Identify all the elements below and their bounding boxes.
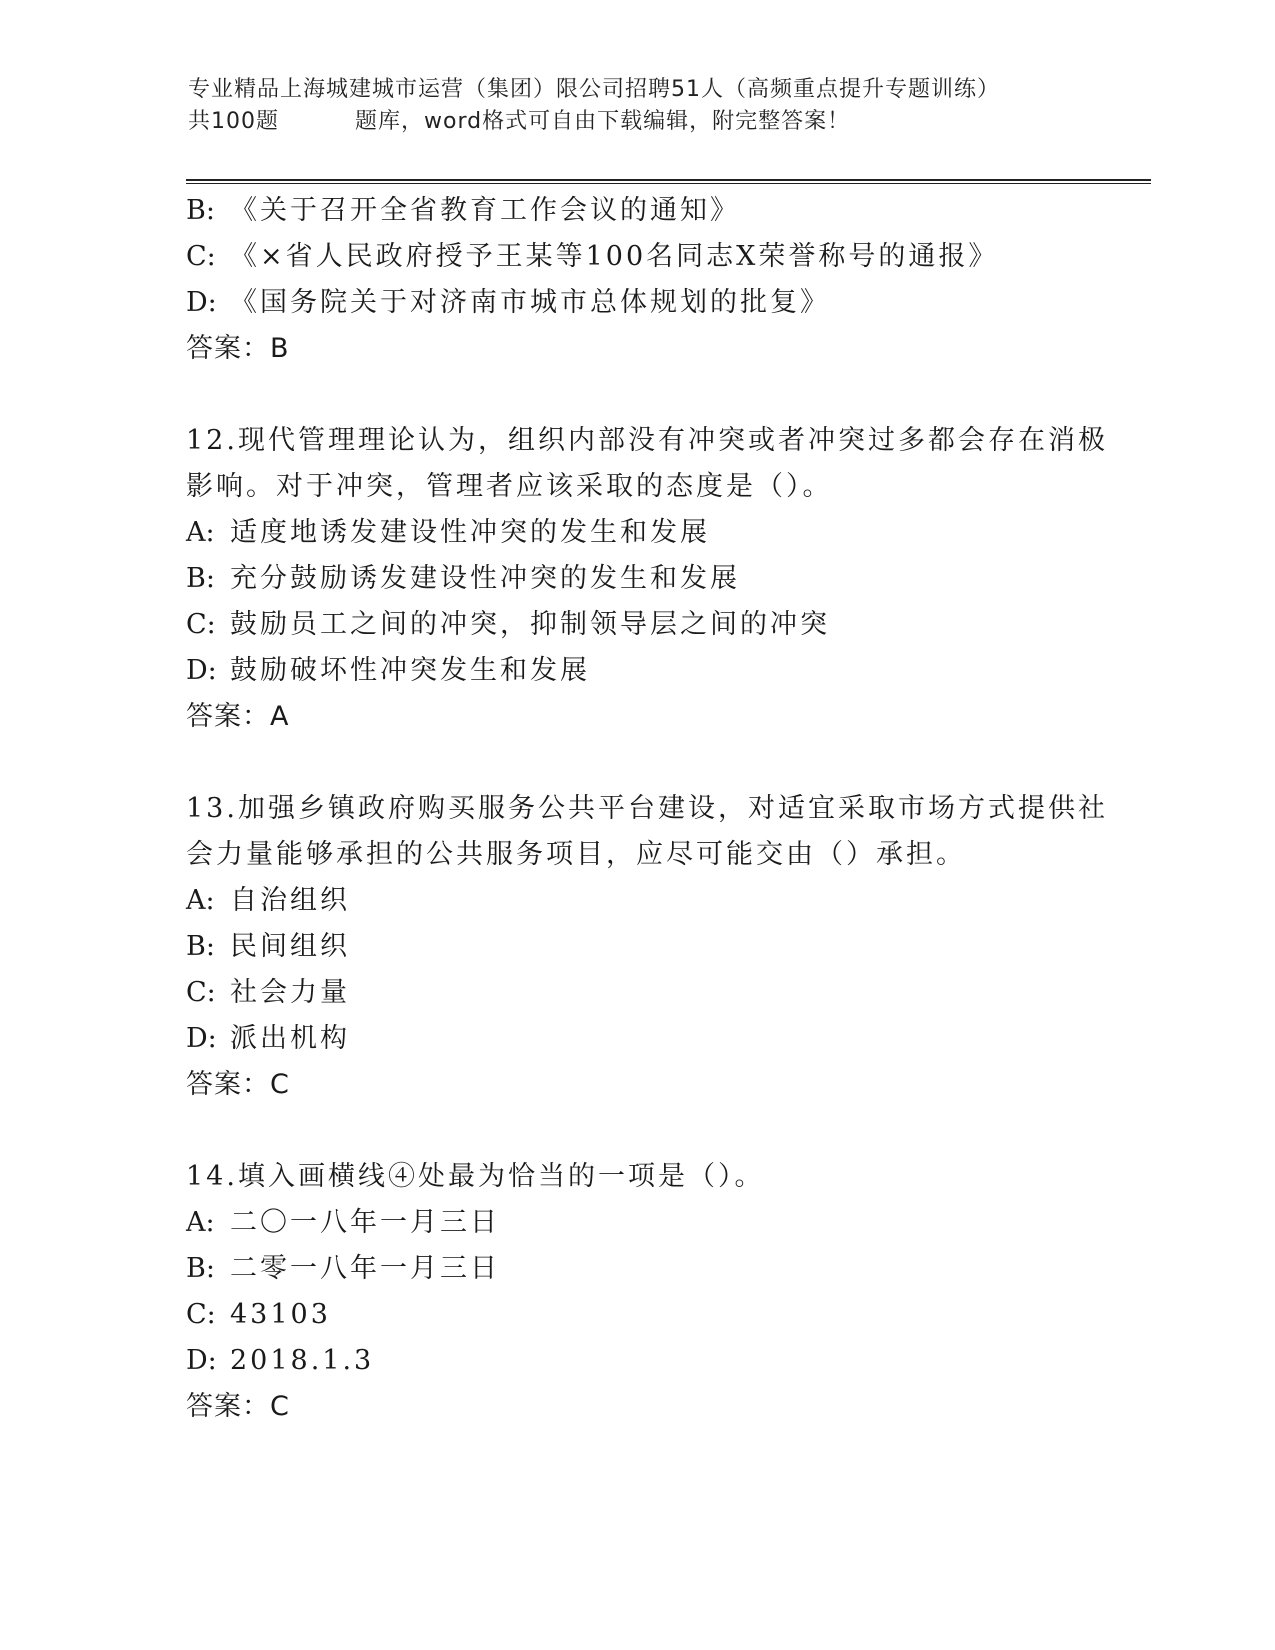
option-c xyxy=(186,1292,1126,1338)
option-b xyxy=(186,924,1126,970)
option-c xyxy=(186,602,1126,648)
option-d xyxy=(186,280,1126,326)
option-b xyxy=(186,188,1126,234)
question-14-stem: 14.填入画横线④处最为恰当的一项是（）。 xyxy=(186,1161,765,1192)
option-text: 43103 xyxy=(230,1299,331,1330)
option-a xyxy=(186,1200,1126,1246)
option-text: 自治组织 xyxy=(230,885,350,916)
option-a xyxy=(186,878,1126,924)
option-text: 鼓励破坏性冲突发生和发展 xyxy=(230,655,590,686)
question-12-stem: 12.现代管理理论认为，组织内部没有冲突或者冲突过多都会存在消极 xyxy=(186,425,1108,456)
question-12-stem-cont: 影响。对于冲突，管理者应该采取的态度是（）。 xyxy=(186,471,833,502)
option-letter: C: xyxy=(186,609,216,640)
question-13-stem: 13.加强乡镇政府购买服务公共平台建设，对适宜采取市场方式提供社 xyxy=(186,793,1108,824)
option-d xyxy=(186,1338,1126,1384)
option-d xyxy=(186,648,1126,694)
answer-q13: 答案：C xyxy=(186,1069,290,1100)
option-letter: C: xyxy=(186,977,216,1008)
option-text: 派出机构 xyxy=(230,1023,350,1054)
option-letter: B: xyxy=(186,195,215,226)
option-d xyxy=(186,1016,1126,1062)
option-text: 《关于召开全省教育工作会议的通知》 xyxy=(230,195,740,226)
option-text: 适度地诱发建设性冲突的发生和发展 xyxy=(230,517,710,548)
option-text: 民间组织 xyxy=(230,931,350,962)
option-letter: A: xyxy=(186,1207,215,1238)
option-letter: A: xyxy=(186,517,215,548)
option-letter: B: xyxy=(186,563,215,594)
question-13-stem-cont: 会力量能够承担的公共服务项目，应尽可能交由（）承担。 xyxy=(186,839,966,870)
option-text: 二零一八年一月三日 xyxy=(230,1253,500,1284)
option-letter: D: xyxy=(186,1023,217,1054)
header-divider xyxy=(186,179,1151,184)
option-text: 社会力量 xyxy=(230,977,350,1008)
option-c xyxy=(186,970,1126,1016)
question-content xyxy=(186,188,1126,1430)
option-b xyxy=(186,556,1126,602)
option-text: 《×省人民政府授予王某等100名同志X荣誉称号的通报》 xyxy=(230,241,999,272)
document-header xyxy=(188,74,1068,138)
option-text: 鼓励员工之间的冲突，抑制领导层之间的冲突 xyxy=(230,609,830,640)
option-letter: D: xyxy=(186,655,217,686)
option-b xyxy=(186,1246,1126,1292)
answer-q12: 答案：A xyxy=(186,701,290,732)
option-text: 2018.1.3 xyxy=(230,1345,375,1376)
header-note: 题库，word格式可自由下载编辑，附完整答案！ xyxy=(355,109,851,134)
option-letter: C: xyxy=(186,241,216,272)
option-letter: B: xyxy=(186,931,215,962)
option-text: 二〇一八年一月三日 xyxy=(230,1207,500,1238)
option-letter: D: xyxy=(186,1345,217,1376)
option-letter: D: xyxy=(186,287,217,318)
answer-q11: 答案：B xyxy=(186,333,290,364)
option-letter: C: xyxy=(186,1299,216,1330)
option-text: 《国务院关于对济南市城市总体规划的批复》 xyxy=(230,287,830,318)
header-title-line: 专业精品上海城建城市运营（集团）限公司招聘51人（高频重点提升专题训练） xyxy=(188,77,1000,102)
option-c xyxy=(186,234,1126,280)
option-letter: A: xyxy=(186,885,215,916)
header-subtitle-line xyxy=(188,106,1068,138)
option-a xyxy=(186,510,1126,556)
question-count: 共100题 xyxy=(188,109,279,134)
answer-q14: 答案：C xyxy=(186,1391,290,1422)
option-letter: B: xyxy=(186,1253,215,1284)
option-text: 充分鼓励诱发建设性冲突的发生和发展 xyxy=(230,563,740,594)
